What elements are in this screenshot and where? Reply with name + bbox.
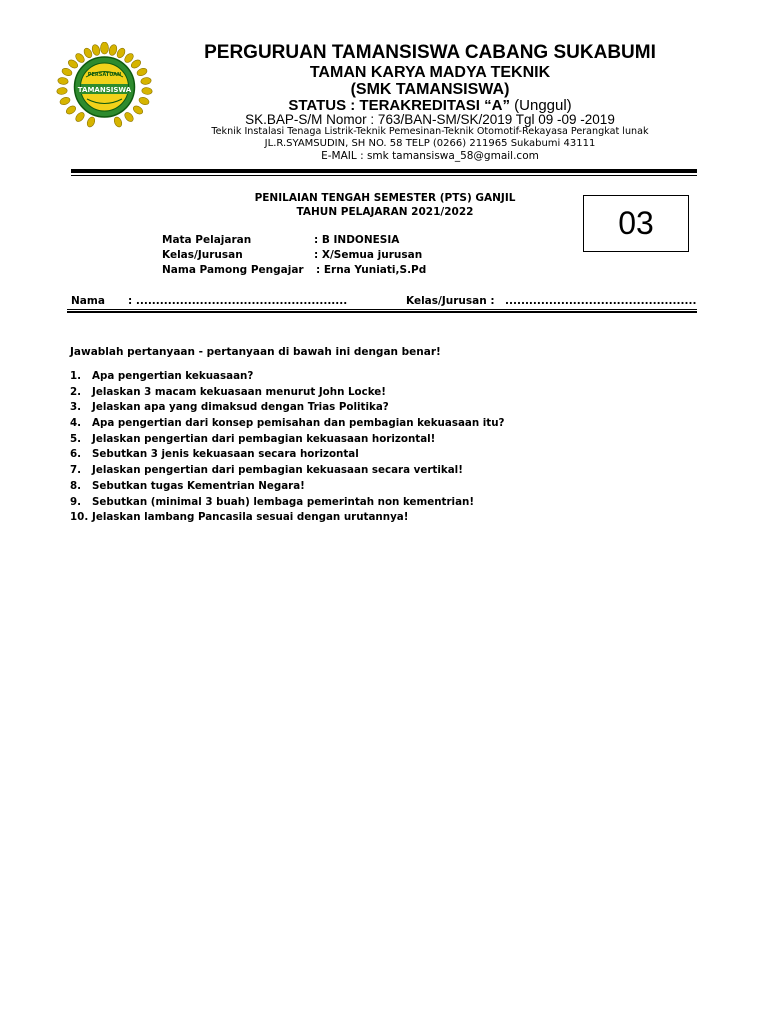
question-text: Apa pengertian dari konsep pemisahan dan pembagian kekuasaan itu? — [92, 417, 505, 430]
question-number: 3. — [70, 401, 82, 414]
school-logo — [56, 42, 153, 128]
status-value: (Unggul) — [514, 97, 572, 114]
name-row-divider-top — [67, 309, 697, 310]
exam-title: PENILAIAN TENGAH SEMESTER (PTS) GANJIL — [254, 192, 516, 204]
question-text: Jelaskan lambang Pancasila sesuai dengan urutannya! — [92, 511, 409, 524]
question-number: 2. — [70, 385, 82, 398]
student-class-blank[interactable]: ................................................ — [505, 295, 697, 307]
question-number: 9. — [70, 495, 82, 508]
question-item — [70, 464, 505, 480]
school-address: JL.R.SYAMSUDIN, SH NO. 58 TELP (0266) 211965 Sukabumi 43111 — [264, 138, 596, 149]
question-item — [70, 370, 505, 386]
question-text: Sebutkan 3 jenis kekuasaan secara horizontal — [92, 448, 359, 461]
question-text: Sebutkan tugas Kementrian Negara! — [92, 479, 305, 492]
question-text: Apa pengertian kekuasaan? — [92, 370, 254, 382]
svg-text:TAMANSISWA: TAMANSISWA — [77, 86, 132, 94]
school-subtitle-2: (SMK TAMANSISWA) — [350, 81, 510, 98]
school-subtitle-1: TAMAN KARYA MADYA TEKNIK — [309, 64, 551, 81]
student-class-label: Kelas/Jurusan : — [406, 295, 495, 307]
question-text: Jelaskan pengertian dari pembagian kekuasaan secara vertikal! — [92, 464, 463, 477]
study-programs: Teknik Instalasi Tenaga Listrik-Teknik Pemesinan-Teknik Otomotif-Rekayasa Perangkat lunak — [211, 126, 649, 137]
question-text: Jelaskan pengertian dari pembagian kekuasaan horizontal! — [92, 432, 436, 445]
question-number: 1. — [70, 370, 82, 382]
question-item — [70, 448, 505, 464]
question-text: Sebutkan (minimal 3 buah) lembaga pemerintah non kementrian! — [92, 495, 475, 508]
exam-code: 03 — [618, 205, 654, 241]
question-item — [70, 480, 505, 496]
question-item — [70, 433, 505, 449]
question-number: 4. — [70, 417, 82, 430]
header-divider-thick — [71, 169, 697, 173]
question-number: 6. — [70, 448, 82, 461]
info-label-subject: Mata Pelajaran — [162, 234, 252, 246]
exam-year: TAHUN PELAJARAN 2021/2022 — [296, 206, 474, 218]
svg-text:PERSATUAN: PERSATUAN — [87, 72, 122, 78]
question-item — [70, 417, 505, 433]
student-name-blank[interactable]: : ..................................................... — [128, 295, 348, 307]
sk-number: SK.BAP-S/M Nomor : 763/BAN-SM/SK/2019 Tgl 09 -09 -2019 — [245, 112, 615, 127]
name-row-divider-bottom — [67, 311, 697, 313]
info-value-subject: : B INDONESIA — [314, 234, 400, 246]
status-label: STATUS : TERAKREDITASI “A” — [288, 97, 510, 114]
question-item — [70, 496, 505, 512]
question-number: 8. — [70, 479, 82, 492]
question-text: Jelaskan 3 macam kekuasaan menurut John Locke! — [92, 385, 386, 398]
student-name-label: Nama — [71, 295, 105, 307]
question-item — [70, 386, 505, 402]
exam-code-box — [583, 195, 689, 252]
question-list — [70, 370, 505, 527]
info-value-class: : X/Semua jurusan — [314, 249, 423, 261]
question-item — [70, 511, 505, 527]
question-item — [70, 401, 505, 417]
instruction: Jawablah pertanyaan - pertanyaan di bawah ini dengan benar! — [70, 346, 441, 358]
school-email: E-MAIL : smk tamansiswa_58@gmail.com — [321, 150, 539, 162]
school-name: PERGURUAN TAMANSISWA CABANG SUKABUMI — [204, 42, 656, 63]
question-number: 5. — [70, 432, 82, 445]
question-number: 10. — [70, 511, 89, 524]
info-label-class: Kelas/Jurusan — [162, 249, 243, 261]
question-number: 7. — [70, 464, 82, 477]
question-text: Jelaskan apa yang dimaksud dengan Trias Politika? — [92, 401, 389, 414]
header-divider-thin — [71, 175, 697, 176]
info-label-teacher: Nama Pamong Pengajar — [162, 264, 304, 276]
info-value-teacher: : Erna Yuniati,S.Pd — [316, 264, 427, 276]
